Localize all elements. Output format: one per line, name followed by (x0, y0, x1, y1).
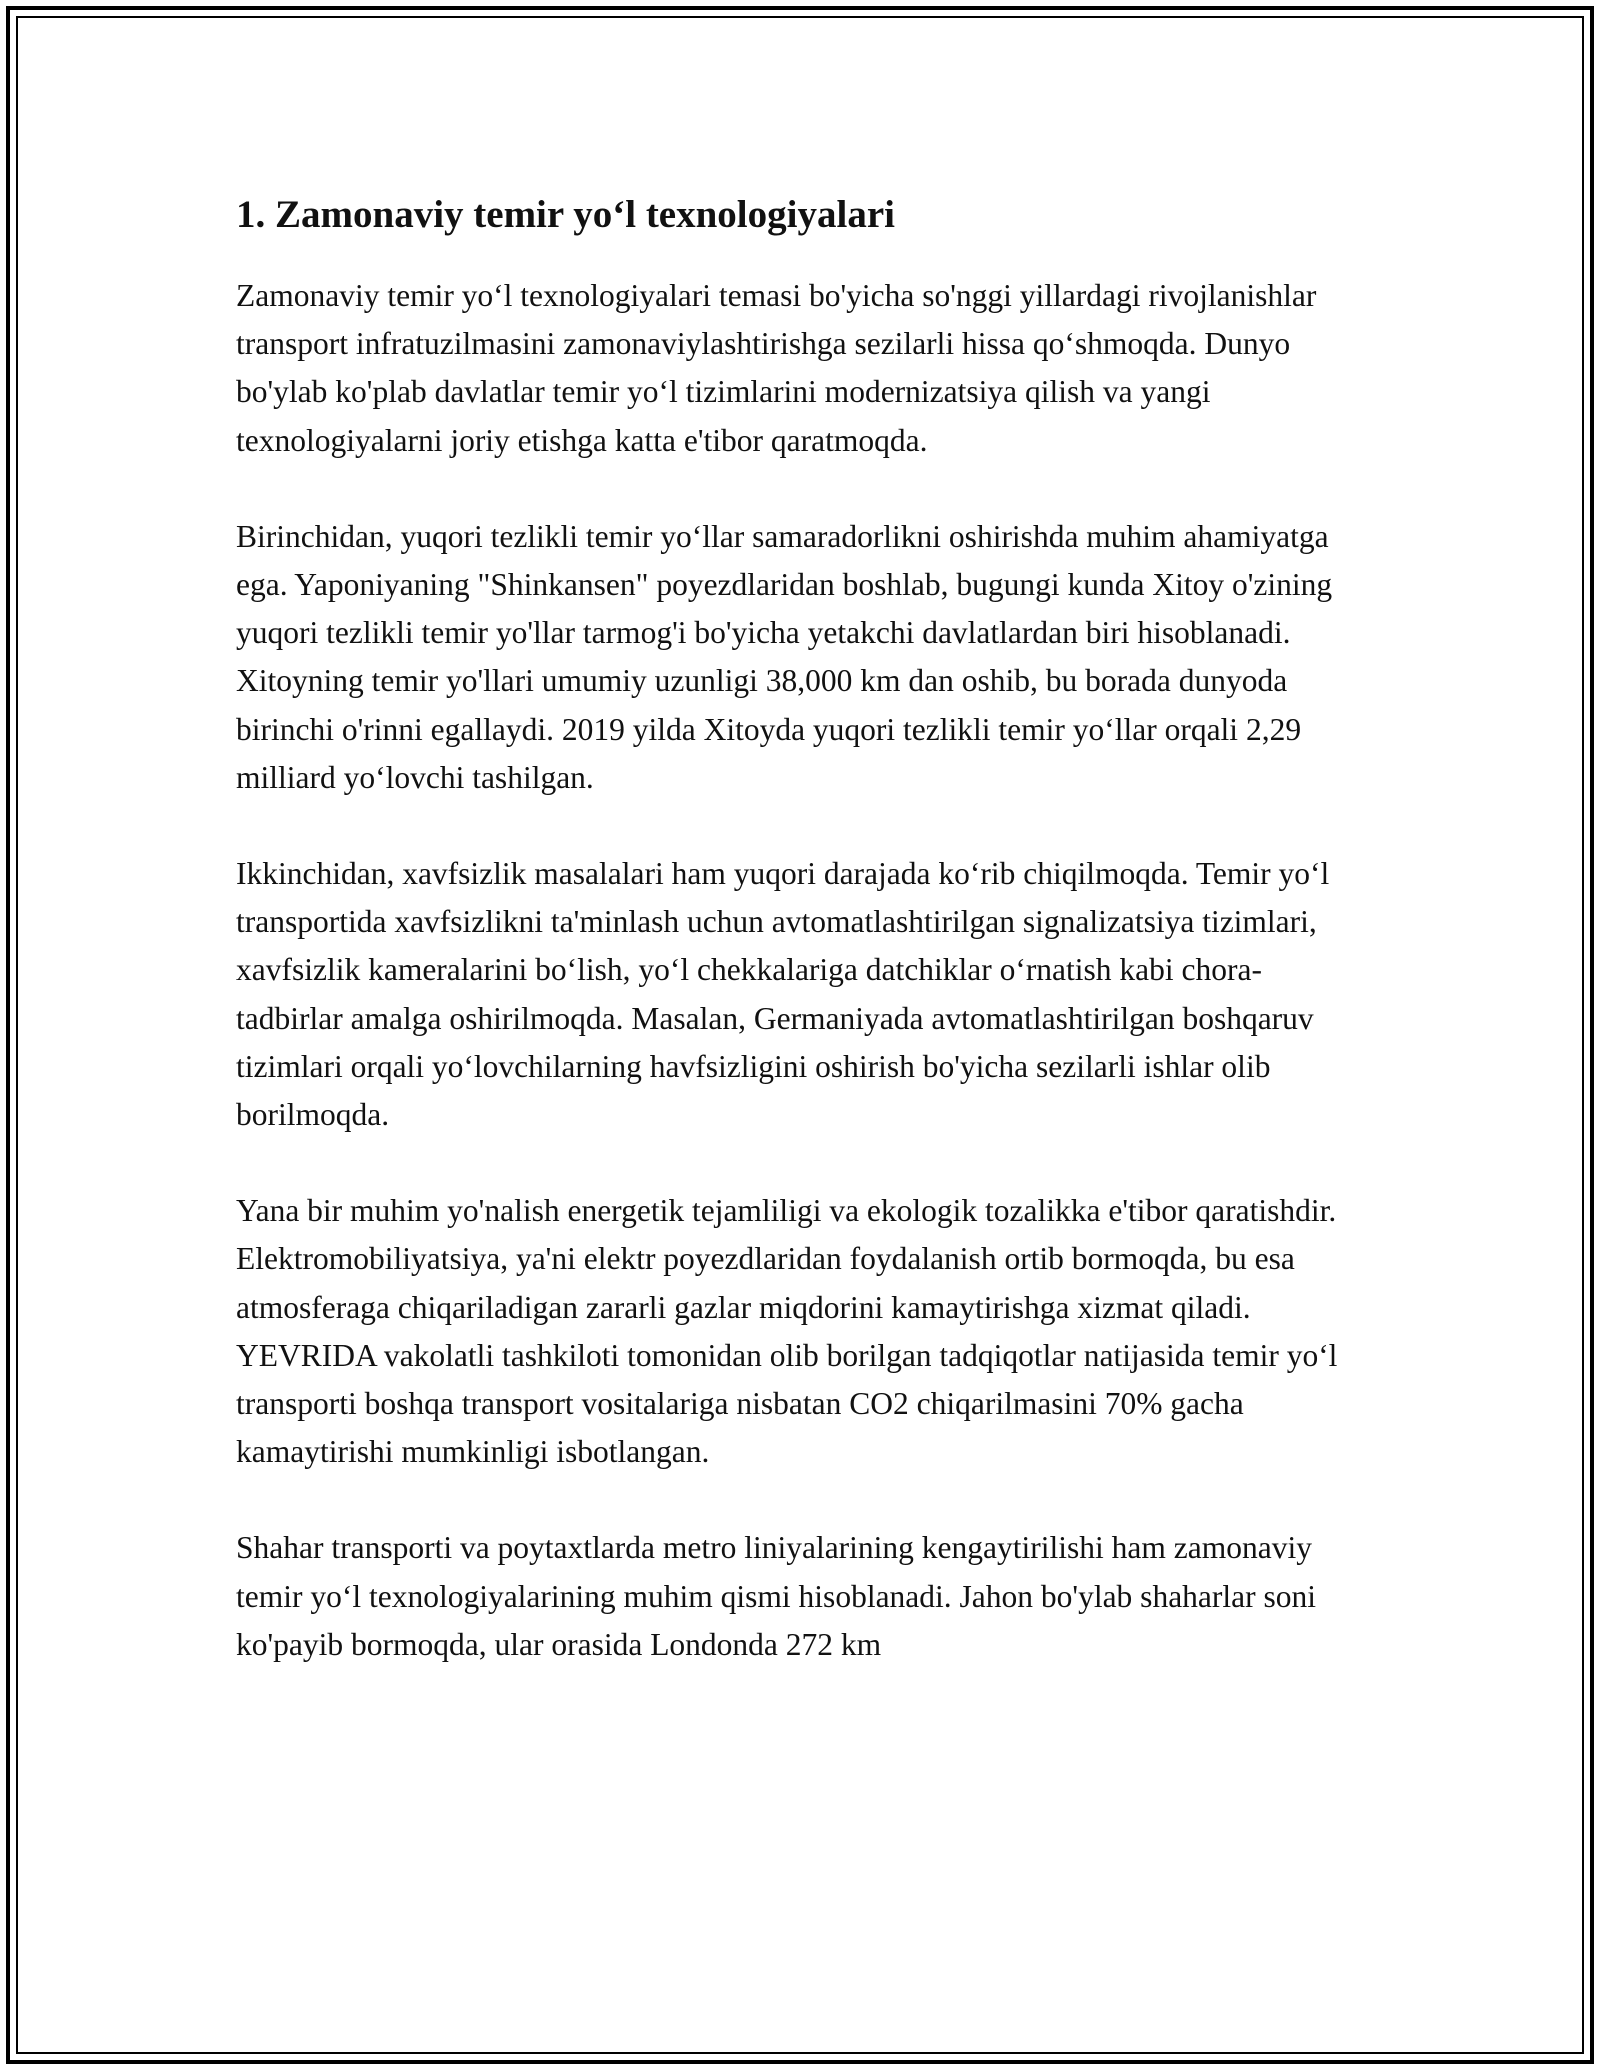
paragraph-energy-ecology: Yana bir muhim yo'nalish energetik tejamliligi va ekologik tozalikka e'tibor qaratishdir. Elektromobiliyatsiya, ya'ni elektr poyezdlaridan foydalanish ortib bormoqda, bu esa atmosferaga chiqariladigan zararli gazlar miqdorini kamaytirishga xizmat qiladi. YEVRIDA vakolatli tashkiloti tomonidan olib borilgan tadqiqotlar natijasida temir yo‘l transporti boshqa transport vositalariga nisbatan CO2 chiqarilmasini 70% gacha kamaytirishi mumkinligi isbotlangan. (236, 1193, 1338, 1470)
paragraph-high-speed-rail: Birinchidan, yuqori tezlikli temir yo‘llar samaradorlikni oshirishda muhim ahamiyatga ega. Yaponiyaning "Shinkansen" poyezdlaridan boshlab, bugungi kunda Xitoy o'zining yuqori tezlikli temir yo'llar tarmog'i bo'yicha yetakchi davlatlardan biri hisoblanadi. Xitoyning temir yo'llari umumiy uzunligi 38,000 km dan oshib, bu borada dunyoda birinchi o'rinni egallaydi. 2019 yilda Xitoyda yuqori tezlikli temir yo‘llar orqali 2,29 milliard yo‘lovchi tashilgan. (236, 518, 1333, 795)
section-heading: 1. Zamonaviy temir yo‘l texnologiyalari (236, 193, 895, 236)
paragraph-safety: Ikkinchidan, xavfsizlik masalalari ham yuqori darajada ko‘rib chiqilmoqda. Temir yo‘l transportida xavfsizlikni ta'minlash uchun avtomatlashtirilgan signalizatsiya tizimlari, xavfsizlik kameralarini bo‘lish, yo‘l chekkalariga datchiklar o‘rnatish kabi chora-tadbirlar amalga oshirilmoqda. Masalan, Germaniyada avtomatlashtirilgan boshqaruv tizimlari orqali yo‘lovchilarning havfsizligini oshirish bo'yicha sezilarli ishlar olib borilmoqda. (236, 856, 1330, 1133)
document-body (236, 180, 1366, 1717)
paragraph-intro: Zamonaviy temir yo‘l texnologiyalari temasi bo'yicha so'nggi yillardagi rivojlanishlar transport infratuzilmasini zamonaviylashtirishga sezilarli hissa qo‘shmoqda. Dunyo bo'ylab ko'plab davlatlar temir yo‘l tizimlarini modernizatsiya qilish va yangi texnologiyalarni joriy etishga katta e'tibor qaratmoqda. (236, 278, 1317, 458)
paragraph-metro: Shahar transporti va poytaxtlarda metro liniyalarining kengaytirilishi ham zamonaviy temir yo‘l texnologiyalarining muhim qismi hisoblanadi. Jahon bo'ylab shaharlar soni ko'payib bormoqda, ular orasida Londonda 272 km (236, 1530, 1316, 1662)
